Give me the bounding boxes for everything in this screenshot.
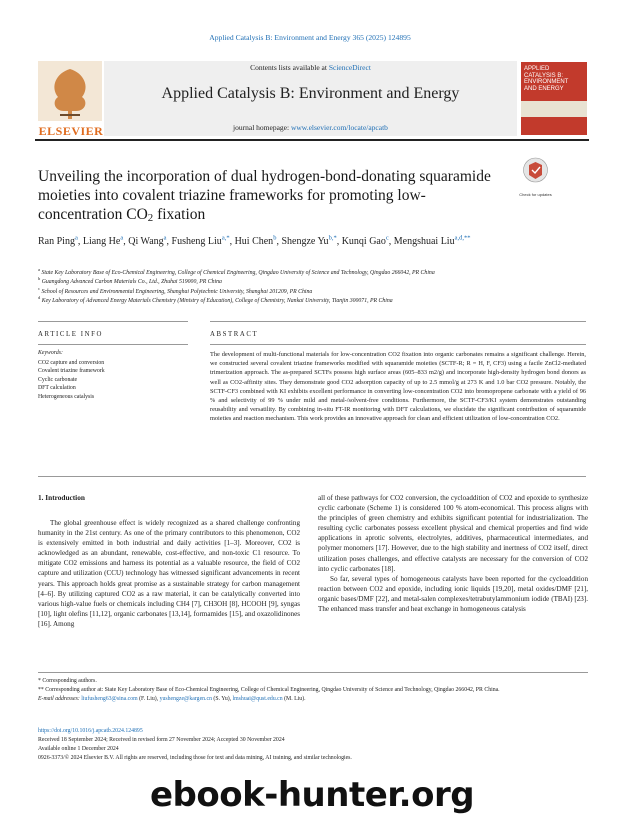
keyword-item: DFT calculation <box>38 385 76 392</box>
author-name[interactable]: Mengshuai Liu <box>393 236 455 247</box>
author-name[interactable]: Shengze Yu <box>281 236 329 247</box>
abstract-heading: ABSTRACT <box>210 331 259 338</box>
author-affiliation[interactable]: a <box>163 234 167 242</box>
author-affiliation[interactable]: a,* <box>221 234 230 242</box>
contents-line <box>104 63 517 72</box>
affiliation-item <box>38 278 578 287</box>
keyword-item: Heterogeneous catalysis <box>38 393 95 400</box>
email-footnote <box>38 695 588 704</box>
cover-line: CATALYSIS B: <box>524 72 564 79</box>
keyword-item: Covalent triazine framework <box>38 368 105 375</box>
watermark: ebook-hunter.org <box>150 775 475 815</box>
check-for-updates-label: Check for updates <box>519 192 552 197</box>
author-affiliation[interactable]: b <box>273 234 277 242</box>
affiliation-text: School of Resources and Environmental Engineering, Shanghai Polytechnic University, Shanghai 201209, PR China <box>41 288 313 295</box>
publisher-wordmark: ELSEVIER <box>38 124 104 138</box>
footnote: ** Corresponding author at: State Key Laboratory Base of Eco-Chemical Engineering, College of Chemical Engineering, Qingdao University of Science and Technology, Qingdao 266042, PR China. <box>38 687 500 693</box>
cover-band <box>521 101 587 117</box>
email-link[interactable]: yushengze@kargen.cn <box>159 696 212 702</box>
body-column-right <box>318 493 588 614</box>
affiliation-key: c <box>38 285 40 291</box>
body-column-left <box>38 518 300 629</box>
author-name[interactable]: Qi Wang <box>128 236 164 247</box>
footnote: * Corresponding authors. <box>38 678 97 684</box>
email-owner: (M. Liu). <box>282 696 306 702</box>
paper-title <box>38 167 508 224</box>
author-affiliation[interactable]: c <box>385 234 389 242</box>
affiliation-list <box>38 269 578 307</box>
article-info-heading: ARTICLE INFO <box>38 331 104 338</box>
received-dates: Received 18 September 2024; Received in revised form 27 November 2024; Accepted 30 November 2024 <box>38 737 285 743</box>
affiliation-item <box>38 285 578 297</box>
homepage-link[interactable]: www.elsevier.com/locate/apcatb <box>290 123 388 132</box>
affiliation-key: b <box>38 276 41 282</box>
divider <box>38 321 188 322</box>
author-affiliation[interactable]: a,d,** <box>454 234 471 242</box>
email-link[interactable]: lmshuai@qust.edu.cn <box>232 696 283 702</box>
keyword-item: Cyclic carbonate <box>38 376 78 383</box>
author-list: Ran Ping$^a$, Liang He$^a$, Qi Wang$^a$, Fusheng Liu$^{a,*}$, Hui Chen$^b$, Shengze $Yu^{b,*}$, Kunqi Gao$^c$, Mengshuai Liu$^{a,d,**}$ <box>38 234 471 247</box>
section-heading-introduction: 1. Introduction <box>38 493 85 502</box>
divider <box>38 672 588 673</box>
cover-line: AND ENERGY <box>524 85 564 92</box>
online-date: Available online 1 December 2024 <box>38 746 119 752</box>
affiliation-item <box>38 269 578 278</box>
paragraph: So far, several types of homogeneous catalysts have been reported for the cycloaddition reaction between CO2 and epoxide, including ionic liquids [19,20], metal oxides/DMF [21], organic bases/DMF [22], and metal-salen complexes/tetrabutylammonium iodide (TBAI) [23]. The enhanced mass transfer and heat exchange in homogeneous catalysis <box>318 574 588 614</box>
email-label: E-mail addresses: <box>38 696 82 702</box>
title-tail: fixation <box>153 206 206 223</box>
email-owner: (S. Yu), <box>211 696 233 702</box>
journal-reference-link[interactable]: Applied Catalysis B: Environment and Energy 365 (2025) 124895 <box>209 33 411 42</box>
cover-title <box>521 62 587 96</box>
author-affiliation[interactable]: a <box>120 234 124 242</box>
homepage-line <box>104 123 517 132</box>
journal-cover-image[interactable] <box>521 62 587 135</box>
author-affiliation[interactable]: a <box>74 234 78 242</box>
keywords-label: Keywords: <box>38 350 63 356</box>
contents-prefix: Contents lists available at <box>250 63 329 72</box>
title-text: Unveiling the incorporation of dual hydrogen-bond-donating squaramide moieties into covalent triazine frameworks for promoting low-concentration CO <box>38 168 491 223</box>
affiliation-text: Key Laboratory of Advanced Energy Materials Chemistry (Ministry of Education), College of Chemistry, Nankai University, Tianjin 300071, PR China <box>41 298 393 305</box>
journal-title: Applied Catalysis B: Environment and Energy <box>161 85 460 102</box>
author-name[interactable]: Ran Ping <box>38 236 75 247</box>
email-link[interactable]: liufusheng63@sina.com <box>81 696 138 702</box>
affiliation-text: Guangdong Advanced Carbon Materials Co., Ltd., Zhuhai 519000, PR China <box>41 279 222 286</box>
email-owner: (F. Liu), <box>137 696 160 702</box>
divider <box>38 476 586 477</box>
keyword-item: CO2 capture and conversion <box>38 360 105 366</box>
affiliation-text: State Key Laboratory Base of Eco-Chemical Engineering, College of Chemical Engineering, Qingdao University of Science and Technology, Qingdao 266042, PR China <box>41 270 435 276</box>
affiliation-key: d <box>38 295 41 301</box>
paragraph: The global greenhouse effect is widely recognized as a shared challenge confronting humanity in the 21st century. As one of the primary contributors to this phenomenon, CO2 is extensively emitted in both industrial and daily activities [1–3]. Moreover, CO2 is acknowledged as an abundant, renewable, cost-effective, and non-toxic C1 resource. To mitigate CO2 emissions and harness its potential as a valuable resource, the field of CO2 capture and utilization (CCU) technology has witnessed significant advancements in recent years. This approach holds great promise as a sustainable strategy for carbon management [4–6]. By utilizing captured CO2 as a raw material, it can be catalytically converted into various high-value fuels or chemicals including CH4 [7], CH3OH [8], HCOOH [9], syngas [10], light olefins [11,12], organic carbonates [13,14], formamides [15], and oxazolidinones [16]. Among <box>38 519 300 628</box>
title-subscript: 2 <box>147 212 154 225</box>
affiliation-key: a <box>38 267 40 273</box>
elsevier-tree-logo <box>38 61 102 132</box>
author-affiliation[interactable]: b,* <box>328 234 337 242</box>
author-name[interactable]: Liang He <box>82 236 121 247</box>
sciencedirect-link[interactable]: ScienceDirect <box>328 63 371 72</box>
paragraph: all of these pathways for CO2 conversion, the cycloaddition of CO2 and epoxide to synthesize cyclic carbonate (Scheme 1) is considered 100 % atom-economical. This process aligns with the principles of green chemistry and exhibits significant potential for industrialization. The resulting cyclic carbonates possess excellent physical and chemical properties and find wide applications in aprotic solvents, electrolytes, additives, pharmaceutical intermediates, and polymer monomers [17]. However, due to the high stability and inertness of CO2 itself, direct utilization poses challenges, and effective catalysts are necessary for the conversion of CO2 into cyclic carbonates [18]. <box>318 494 588 573</box>
doi-link[interactable]: https://doi.org/10.1016/j.apcatb.2024.124895 <box>38 728 143 734</box>
author-name[interactable]: Kunqi Gao <box>341 236 386 247</box>
copyright: 0926-3373/© 2024 Elsevier B.V. All rights are reserved, including those for text and data mining, AI training, and similar technologies. <box>38 755 352 761</box>
author-name[interactable]: Fusheng Liu <box>171 236 222 247</box>
article-footer <box>38 727 588 763</box>
author-name[interactable]: Hui Chen <box>234 236 274 247</box>
homepage-prefix: journal homepage: <box>233 123 291 132</box>
check-for-updates-icon[interactable] <box>522 157 549 193</box>
footnotes <box>38 677 588 704</box>
cover-line: APPLIED <box>524 66 550 72</box>
divider <box>38 344 188 345</box>
cover-line: ENVIRONMENT <box>524 79 569 85</box>
keyword-list <box>38 359 188 401</box>
affiliation-item <box>38 297 578 306</box>
divider <box>210 321 586 322</box>
abstract-body: The development of multi-functional materials for low-concentration CO2 fixation into organic carbonates remains a significant challenge. Herein, we constructed several covalent triazine frameworks modified with squaramide moieties (SCTF-R; R = H, F, CF3) using a facile ZnCl2-mediated trimerization approach. The as-prepared SCTFs possess high surface areas (605–833 m2/g) and incorporate high-density hydrogen bond donors as well as CO2-affinity sites. They demonstrate good CO2 adsorption capacity of up to 2.5 mmol/g at 273 K and 1.0 bar CO2 pressure. Notably, the SCTF-CF3 combined with KI exhibits excellent performance in converting low-concentration CO2 into bromopropene carbonate with a yield of 96 % and selectivity of 99 % under mild and metal-/solvent-free conditions. Furthermore, the SCTF-CF3/KI system demonstrates outstanding reusability and versatility. By combining in-situ FT-IR monitoring with DFT calculations, we elucidate the significant contribution of squaramide moieties and reaction mechanism. This work provides an innovative approach for clean and efficient utilization of low-concentration CO2. <box>210 351 586 423</box>
divider <box>210 344 586 345</box>
